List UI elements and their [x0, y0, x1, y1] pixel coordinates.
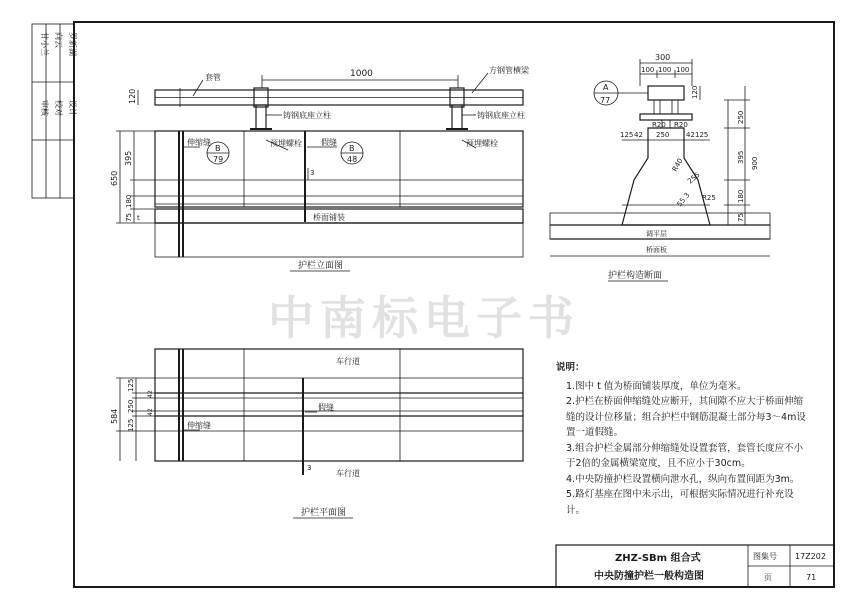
sec-dim-75: 75: [737, 213, 745, 222]
plan-dim-42a: 42: [147, 390, 154, 398]
title-line-1: ZHZ-SBm 组合式: [615, 553, 701, 564]
atlas-label: 图集号: [753, 552, 777, 561]
elevation-caption: 护栏立面图: [298, 261, 344, 271]
callout-b48-top: B: [349, 144, 355, 153]
sign-label-check: 校对: [54, 100, 63, 116]
signature-block: [32, 24, 78, 198]
sec-dim-r20a: R20: [652, 121, 666, 129]
sec-dim-42a: 42: [634, 131, 643, 139]
plan-caption: 护栏平面图: [301, 508, 347, 518]
sec-dim-120: 120: [691, 85, 699, 99]
note-item-1: 1.图中 t 值为桥面铺装厚度，单位为毫米。: [566, 380, 747, 392]
plan-lane-top: 车行道: [336, 357, 360, 366]
atlas-number: 17Z202: [795, 552, 826, 561]
note-item-3: 3.组合护栏金属部分伸缩缝处设置套管，套管长度应不小于2倍的金属横梁宽度，且不应小于30cm。: [566, 442, 804, 469]
sec-dim-900: 900: [751, 156, 759, 170]
sec-dim-250-base: 250: [656, 131, 670, 139]
section-callout-bottom: 77: [600, 96, 611, 105]
watermark: 中南标电子书: [268, 291, 580, 345]
sec-dim-395: 395: [737, 150, 745, 164]
label-pavement: 桥面铺装: [313, 213, 345, 222]
note-item-5: 5.路灯基座在图中未示出，可根据实际情况进行补充设计。: [566, 489, 794, 516]
elev-dim-650: 650: [110, 170, 119, 186]
sec-dim-r40: R40: [670, 157, 685, 173]
label-post-right: 铸钢底座立柱: [477, 111, 525, 120]
elev-dim-395: 395: [124, 150, 133, 166]
callout-b79-top: B: [215, 144, 221, 153]
plan-dim-42b: 42: [147, 408, 154, 416]
callout-b79-bottom: 79: [213, 155, 224, 164]
notes-heading: 说明：: [556, 362, 585, 373]
label-pseudo-joint: 假缝: [321, 138, 337, 147]
sec-dim-42b: 42: [686, 131, 695, 139]
label-beam: 方钢管横梁: [489, 66, 529, 75]
sec-dim-553: 55.3: [675, 191, 692, 209]
callout-b48-bottom: 48: [347, 155, 358, 164]
elev-dim-120: 120: [128, 88, 137, 104]
sec-dim-300: 300: [655, 53, 671, 62]
elevation-view: [116, 73, 523, 271]
plan-label-pseudo: 假缝: [318, 403, 334, 412]
plan-dim-250: 250: [127, 399, 135, 413]
sec-dim-100a: 100: [641, 66, 655, 74]
sec-dim-r25: R25: [702, 194, 716, 202]
label-bolt-right: 预埋螺栓: [466, 139, 498, 148]
sec-dim-125b: 125: [695, 131, 709, 139]
label-expansion-joint: 伸缩缝: [187, 138, 211, 147]
signature-1: 甘小兰: [40, 32, 49, 56]
sec-dim-r20b: R20: [674, 121, 688, 129]
sec-dim-125a: 125: [620, 131, 634, 139]
plan-dim-125b: 125: [127, 418, 135, 432]
label-post-left: 铸钢底座立柱: [283, 111, 331, 120]
sign-label-review: 审核: [40, 100, 49, 116]
title-line-2: 中央防撞护栏一般构造图: [594, 571, 704, 582]
sec-dim-250-top: 250: [737, 110, 745, 124]
label-bolt-left: 预埋螺栓: [270, 139, 302, 148]
sec-dim-100b: 100: [658, 66, 672, 74]
page-number: 71: [806, 573, 817, 582]
sign-label-design: 设计: [68, 100, 77, 116]
elev-dim-180: 180: [125, 194, 133, 208]
label-sleeve: 套管: [205, 73, 221, 82]
elev-mark-3: 3: [310, 169, 315, 177]
note-item-4: 4.中央防撞护栏设置横向泄水孔，纵向布置间距为3m。: [566, 473, 800, 485]
label-leveling: 调平层: [646, 230, 667, 238]
sec-dim-255: 255: [686, 170, 702, 186]
section-callout-top: A: [603, 83, 609, 92]
plan-label-expansion: 伸缩缝: [187, 421, 211, 430]
signature-2: 向云: [54, 32, 63, 48]
signature-3: 罗新湖: [68, 32, 77, 56]
label-deck: 桥面板: [646, 246, 667, 254]
sec-dim-100c: 100: [676, 66, 690, 74]
notes-block: [556, 360, 806, 518]
page-label: 页: [764, 573, 772, 582]
section-caption: 护栏构造断面: [608, 271, 663, 281]
plan-dim-584: 584: [110, 408, 119, 424]
sec-dim-180: 180: [737, 189, 745, 203]
note-item-2: 2.护栏在桥面伸缩缝处应断开，其间隙不应大于桥面伸缩缝的设计位移量；组合护栏中钢筋混凝土部分每3～4m设置一道假缝。: [566, 396, 806, 438]
plan-lane-bottom: 车行道: [336, 469, 360, 478]
plan-mark-3: 3: [307, 464, 312, 472]
plan-view: [116, 349, 523, 518]
elev-dim-1000: 1000: [350, 69, 373, 79]
plan-dim-125a: 125: [127, 378, 135, 392]
elev-dim-75: 75: [125, 213, 133, 222]
elev-dim-t: t: [137, 214, 140, 222]
